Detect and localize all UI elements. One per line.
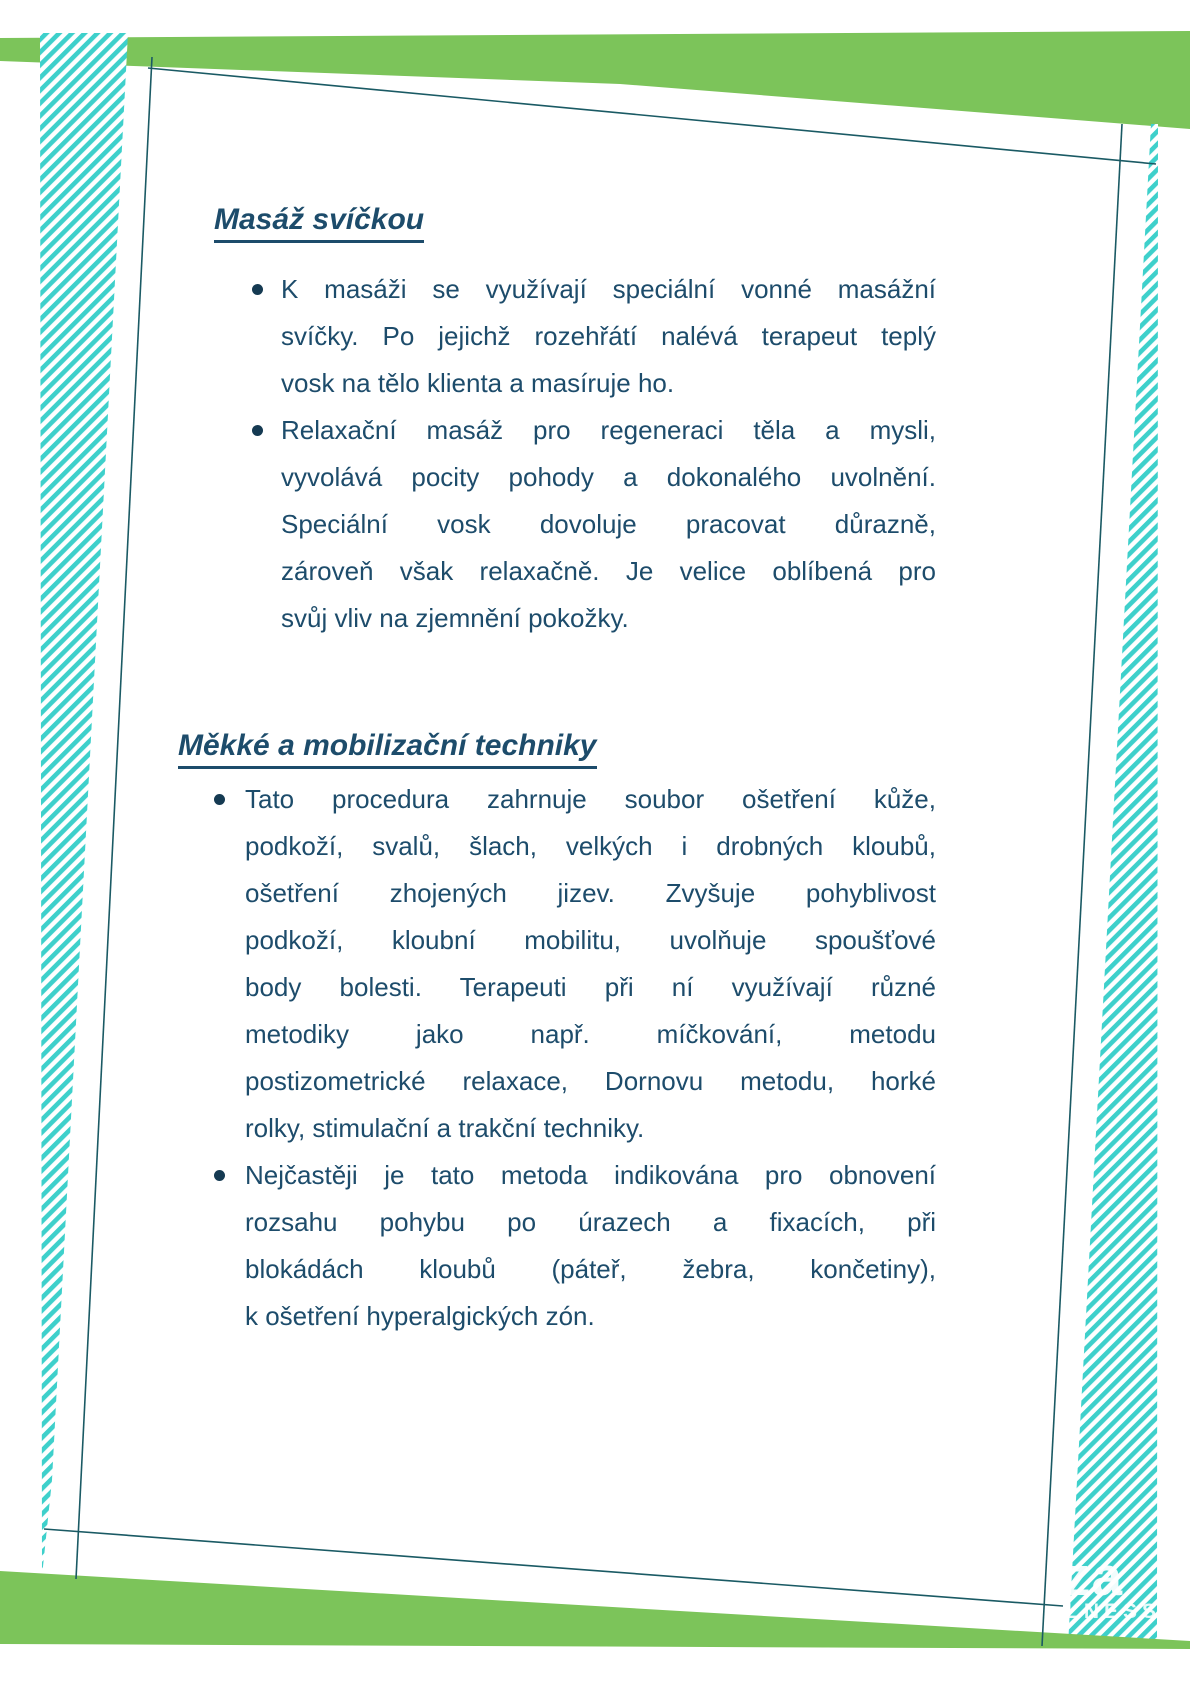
list-item-text: [245, 776, 936, 1152]
bullet-dot: [214, 1170, 225, 1181]
text-line: k ošetření hyperalgických zón.: [245, 1301, 595, 1331]
text-line: vosk na tělo klienta a masíruje ho.: [281, 368, 675, 398]
text-line: ošetření zhojených jizev. Zvyšuje pohyblivost: [245, 878, 936, 908]
bullet-list-2: [214, 776, 936, 1340]
text-line: zároveň však relaxačně. Je velice oblíbená pro: [281, 556, 936, 586]
watermark-logo-text: za: [1063, 1545, 1124, 1607]
list-item: [214, 776, 936, 1152]
list-item-text: [281, 407, 936, 642]
text-line: svíčky. Po jejichž rozehřátí nalévá terapeut teplý: [281, 321, 936, 351]
list-item: [214, 1152, 936, 1340]
text-line: rozsahu pohybu po úrazech a fixacích, při: [245, 1207, 936, 1237]
section-heading-mekke-techniky: Měkké a mobilizační techniky: [178, 729, 597, 769]
text-line: vyvolává pocity pohody a dokonalého uvolnění.: [281, 462, 936, 492]
text-line: svůj vliv na zjemnění pokožky.: [281, 603, 629, 633]
text-line: postizometrické relaxace, Dornovu metodu, horké: [245, 1066, 936, 1096]
text-line: podkoží, kloubní mobilitu, uvolňuje spoušťové: [245, 925, 936, 955]
bullet-dot: [252, 425, 263, 436]
bullet-dot: [252, 284, 263, 295]
watermark-subtext: LNESS: [1066, 1600, 1162, 1623]
text-line: Nejčastěji je tato metoda indikována pro obnovení: [245, 1160, 936, 1190]
bullet-dot: [214, 794, 225, 805]
text-line: Relaxační masáž pro regeneraci těla a mysli,: [281, 415, 936, 445]
text-line: Tato procedura zahrnuje soubor ošetření kůže,: [245, 784, 936, 814]
text-line: podkoží, svalů, šlach, velkých i drobných kloubů,: [245, 831, 936, 861]
text-line: K masáži se využívají speciální vonné masážní: [281, 274, 936, 304]
text-line: blokádách kloubů (páteř, žebra, končetiny),: [245, 1254, 936, 1284]
text-line: body bolesti. Terapeuti při ní využívají různé: [245, 972, 936, 1002]
list-item-text: [281, 266, 936, 407]
list-item: [252, 407, 936, 642]
text-line: metodiky jako např. míčkování, metodu: [245, 1019, 936, 1049]
bullet-list-1: [252, 266, 936, 642]
text-line: rolky, stimulační a trakční techniky.: [245, 1113, 645, 1143]
watermark-faint-text: [852, 1610, 1000, 1625]
section-heading-masaz-svickou: Masáž svíčkou: [214, 203, 424, 243]
text-line: Speciální vosk dovoluje pracovat důrazně,: [281, 509, 936, 539]
list-item-text: [245, 1152, 936, 1340]
list-item: [252, 266, 936, 407]
